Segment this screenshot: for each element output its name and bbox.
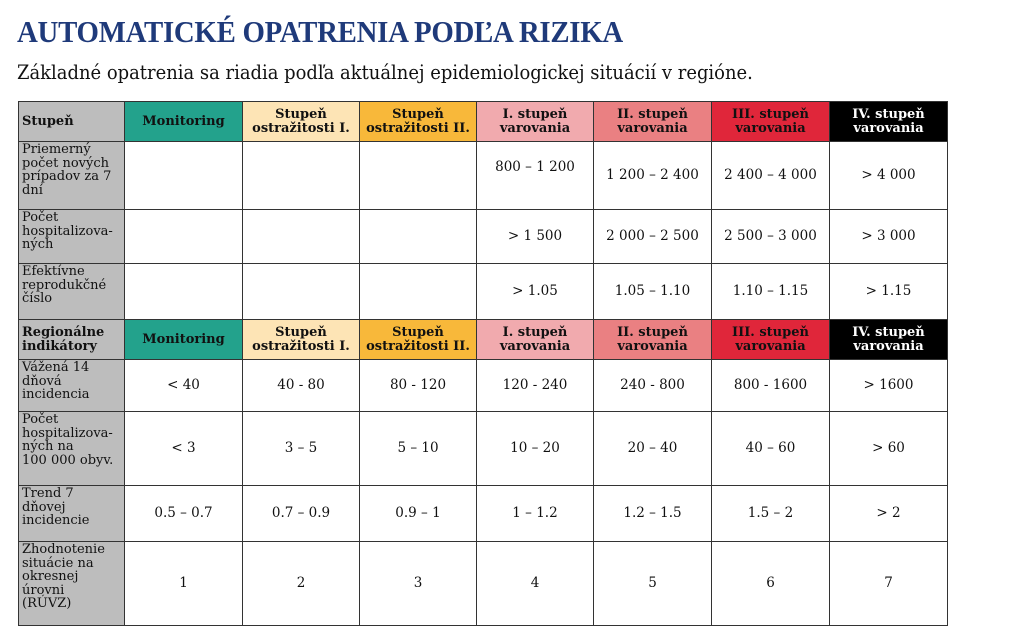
table-cell — [712, 142, 830, 210]
page-title: AUTOMATICKÉ OPATRENIA PODĽA RIZIKA — [17, 14, 623, 49]
table-cell — [125, 412, 243, 486]
table-cell — [830, 412, 948, 486]
row-label — [19, 360, 125, 412]
table-cell — [830, 360, 948, 412]
page-subtitle: Základné opatrenia sa riadia podľa aktuálnej epidemiologickej situácií v regióne. — [17, 61, 753, 84]
level-header-varovania-2 — [594, 102, 712, 142]
table-cell — [594, 360, 712, 412]
table-cell-text: < 40 — [167, 377, 200, 393]
regional-header-row-label — [19, 320, 125, 360]
table-row — [19, 264, 948, 320]
table-cell — [477, 210, 594, 264]
table-cell — [360, 542, 477, 626]
table-row — [19, 542, 948, 626]
level-header-row — [19, 102, 948, 142]
table-cell-text: 3 — [413, 575, 423, 591]
table-cell — [243, 210, 360, 264]
table-cell — [712, 210, 830, 264]
level-header-varovania-3 — [712, 320, 830, 360]
level-header-ostrazitosti-1 — [243, 102, 360, 142]
level-header-varovania-1-text: I. stupeň varovania — [499, 106, 571, 136]
level-header-ostrazitosti-1-text: Stupeň ostražitosti I. — [252, 324, 350, 354]
table-cell — [360, 264, 477, 320]
level-header-varovania-4 — [830, 320, 948, 360]
table-cell-text: 5 – 10 — [397, 440, 439, 456]
level-header-varovania-4-text: IV. stupeň varovania — [852, 106, 925, 136]
row-label-text: Trend 7 dňovej incidencie — [22, 486, 90, 528]
row-label-text: Efektívne reprodukčné číslo — [22, 264, 107, 306]
table-cell-text: 0.9 – 1 — [395, 505, 441, 521]
level-header-monitoring-text: Monitoring — [142, 331, 225, 347]
row-label-text: Počet hospitalizova- ných na 100 000 obyv. — [22, 412, 114, 468]
table-cell — [243, 142, 360, 210]
table-cell-text: 20 – 40 — [627, 440, 678, 456]
table-cell-text: 800 – 1 200 — [495, 159, 575, 175]
level-header-varovania-2-text: II. stupeň varovania — [617, 106, 688, 136]
table-cell-text: 1 — [179, 575, 188, 591]
level-header-varovania-2 — [594, 320, 712, 360]
level-header-ostrazitosti-2-text: Stupeň ostražitosti II. — [366, 324, 470, 354]
table-cell-text: > 3 000 — [861, 228, 916, 244]
row-label — [19, 542, 125, 626]
table-cell-text: 10 – 20 — [510, 440, 560, 456]
row-label-text: Priemerný počet nových prípadov za 7 dní — [22, 142, 112, 198]
table-cell-text: > 4 000 — [861, 167, 916, 183]
risk-measures-table — [18, 101, 948, 626]
table-cell — [360, 360, 477, 412]
table-cell — [360, 142, 477, 210]
table-cell — [360, 412, 477, 486]
row-label-text: Zhodnotenie situácie na okresnej úrovni (RÚVZ) — [22, 542, 105, 611]
level-header-varovania-2-text: II. stupeň varovania — [617, 324, 688, 354]
table-cell-text: 1.5 – 2 — [747, 505, 794, 521]
row-label — [19, 264, 125, 320]
table-cell-text: 0.7 – 0.9 — [271, 505, 331, 521]
table-row — [19, 486, 948, 542]
table-cell — [830, 210, 948, 264]
table-cell-text: > 2 — [876, 505, 901, 521]
level-header-row-label-text: Stupeň — [22, 113, 74, 129]
regional-header-row — [19, 320, 948, 360]
table-cell — [594, 210, 712, 264]
table-cell — [243, 412, 360, 486]
table-cell-text: 6 — [766, 575, 775, 591]
table-cell-text: 3 – 5 — [284, 440, 318, 456]
table-cell — [125, 264, 243, 320]
row-label-text: Počet hospitalizova- ných — [22, 210, 113, 252]
table-cell-text: 1.05 – 1.10 — [614, 283, 691, 299]
table-cell — [594, 264, 712, 320]
table-row — [19, 360, 948, 412]
table-cell-text: 2 000 – 2 500 — [606, 228, 699, 244]
table-cell — [477, 360, 594, 412]
table-cell — [712, 542, 830, 626]
table-cell-text: > 1600 — [863, 377, 914, 393]
level-header-varovania-1 — [477, 320, 594, 360]
level-header-ostrazitosti-1-text: Stupeň ostražitosti I. — [252, 106, 350, 136]
table-cell-text: 1.10 – 1.15 — [732, 283, 809, 299]
table-cell — [125, 360, 243, 412]
table-cell — [830, 542, 948, 626]
table-cell-text: 2 400 – 4 000 — [724, 167, 817, 183]
table-cell-text: 80 - 120 — [389, 377, 447, 393]
level-header-varovania-3-text: III. stupeň varovania — [732, 106, 809, 136]
table-cell — [830, 486, 948, 542]
level-header-ostrazitosti-2-text: Stupeň ostražitosti II. — [366, 106, 470, 136]
row-label-text: Vážená 14 dňová incidencia — [22, 360, 90, 402]
regional-header-row-label-text: Regionálne indikátory — [22, 325, 105, 354]
level-header-row-label — [19, 102, 125, 142]
table-cell-text: 0.5 – 0.7 — [154, 505, 213, 521]
table-cell-text: 7 — [884, 575, 893, 591]
level-header-monitoring-text: Monitoring — [142, 113, 225, 129]
table-cell-text: 2 — [296, 575, 306, 591]
row-label — [19, 412, 125, 486]
level-header-varovania-3 — [712, 102, 830, 142]
table-row — [19, 210, 948, 264]
table-cell — [830, 264, 948, 320]
table-cell — [360, 210, 477, 264]
row-label — [19, 142, 125, 210]
table-cell — [477, 412, 594, 486]
level-header-monitoring — [125, 102, 243, 142]
level-header-varovania-4 — [830, 102, 948, 142]
table-cell — [125, 486, 243, 542]
level-header-ostrazitosti-1 — [243, 320, 360, 360]
table-cell — [594, 486, 712, 542]
table-cell — [712, 264, 830, 320]
table-cell-text: 800 - 1600 — [733, 377, 808, 393]
level-header-monitoring — [125, 320, 243, 360]
table-cell-text: 120 - 240 — [502, 377, 568, 393]
table-cell — [712, 360, 830, 412]
table-cell — [125, 142, 243, 210]
level-header-varovania-1 — [477, 102, 594, 142]
table-cell — [243, 486, 360, 542]
level-header-ostrazitosti-2 — [360, 320, 477, 360]
level-header-ostrazitosti-2 — [360, 102, 477, 142]
table-cell — [360, 486, 477, 542]
table-cell — [125, 210, 243, 264]
table-cell-text: 240 - 800 — [620, 377, 685, 393]
table-cell — [125, 542, 243, 626]
row-label — [19, 210, 125, 264]
table-cell-text: > 1.15 — [865, 283, 912, 299]
table-cell-text: 5 — [648, 575, 657, 591]
table-cell — [243, 360, 360, 412]
level-header-varovania-3-text: III. stupeň varovania — [732, 324, 809, 354]
table-cell — [830, 142, 948, 210]
table-cell — [594, 412, 712, 486]
table-cell-text: 1 200 – 2 400 — [606, 167, 699, 183]
table-cell — [477, 264, 594, 320]
table-cell-text: 40 – 60 — [745, 440, 796, 456]
table-cell-text: 1 – 1.2 — [512, 505, 558, 521]
table-cell — [712, 412, 830, 486]
level-header-varovania-1-text: I. stupeň varovania — [499, 324, 571, 354]
table-cell-text: 4 — [530, 575, 540, 591]
table-cell-text: 2 500 – 3 000 — [724, 228, 817, 244]
table-cell-text: > 1.05 — [512, 283, 558, 299]
table-row — [19, 412, 948, 486]
table-cell-text: 40 - 80 — [277, 377, 325, 393]
table-cell-text: > 1 500 — [507, 228, 563, 244]
table-cell — [712, 486, 830, 542]
table-cell — [594, 542, 712, 626]
row-label — [19, 486, 125, 542]
table-cell-text: < 3 — [171, 440, 196, 456]
table-cell-text: 1.2 – 1.5 — [623, 505, 682, 521]
table-cell — [243, 264, 360, 320]
table-cell — [594, 142, 712, 210]
table-cell — [477, 542, 594, 626]
table-row — [19, 142, 948, 210]
level-header-varovania-4-text: IV. stupeň varovania — [852, 324, 925, 354]
table-cell — [477, 142, 594, 210]
table-cell — [477, 486, 594, 542]
table-cell — [243, 542, 360, 626]
table-cell-text: > 60 — [872, 440, 905, 456]
